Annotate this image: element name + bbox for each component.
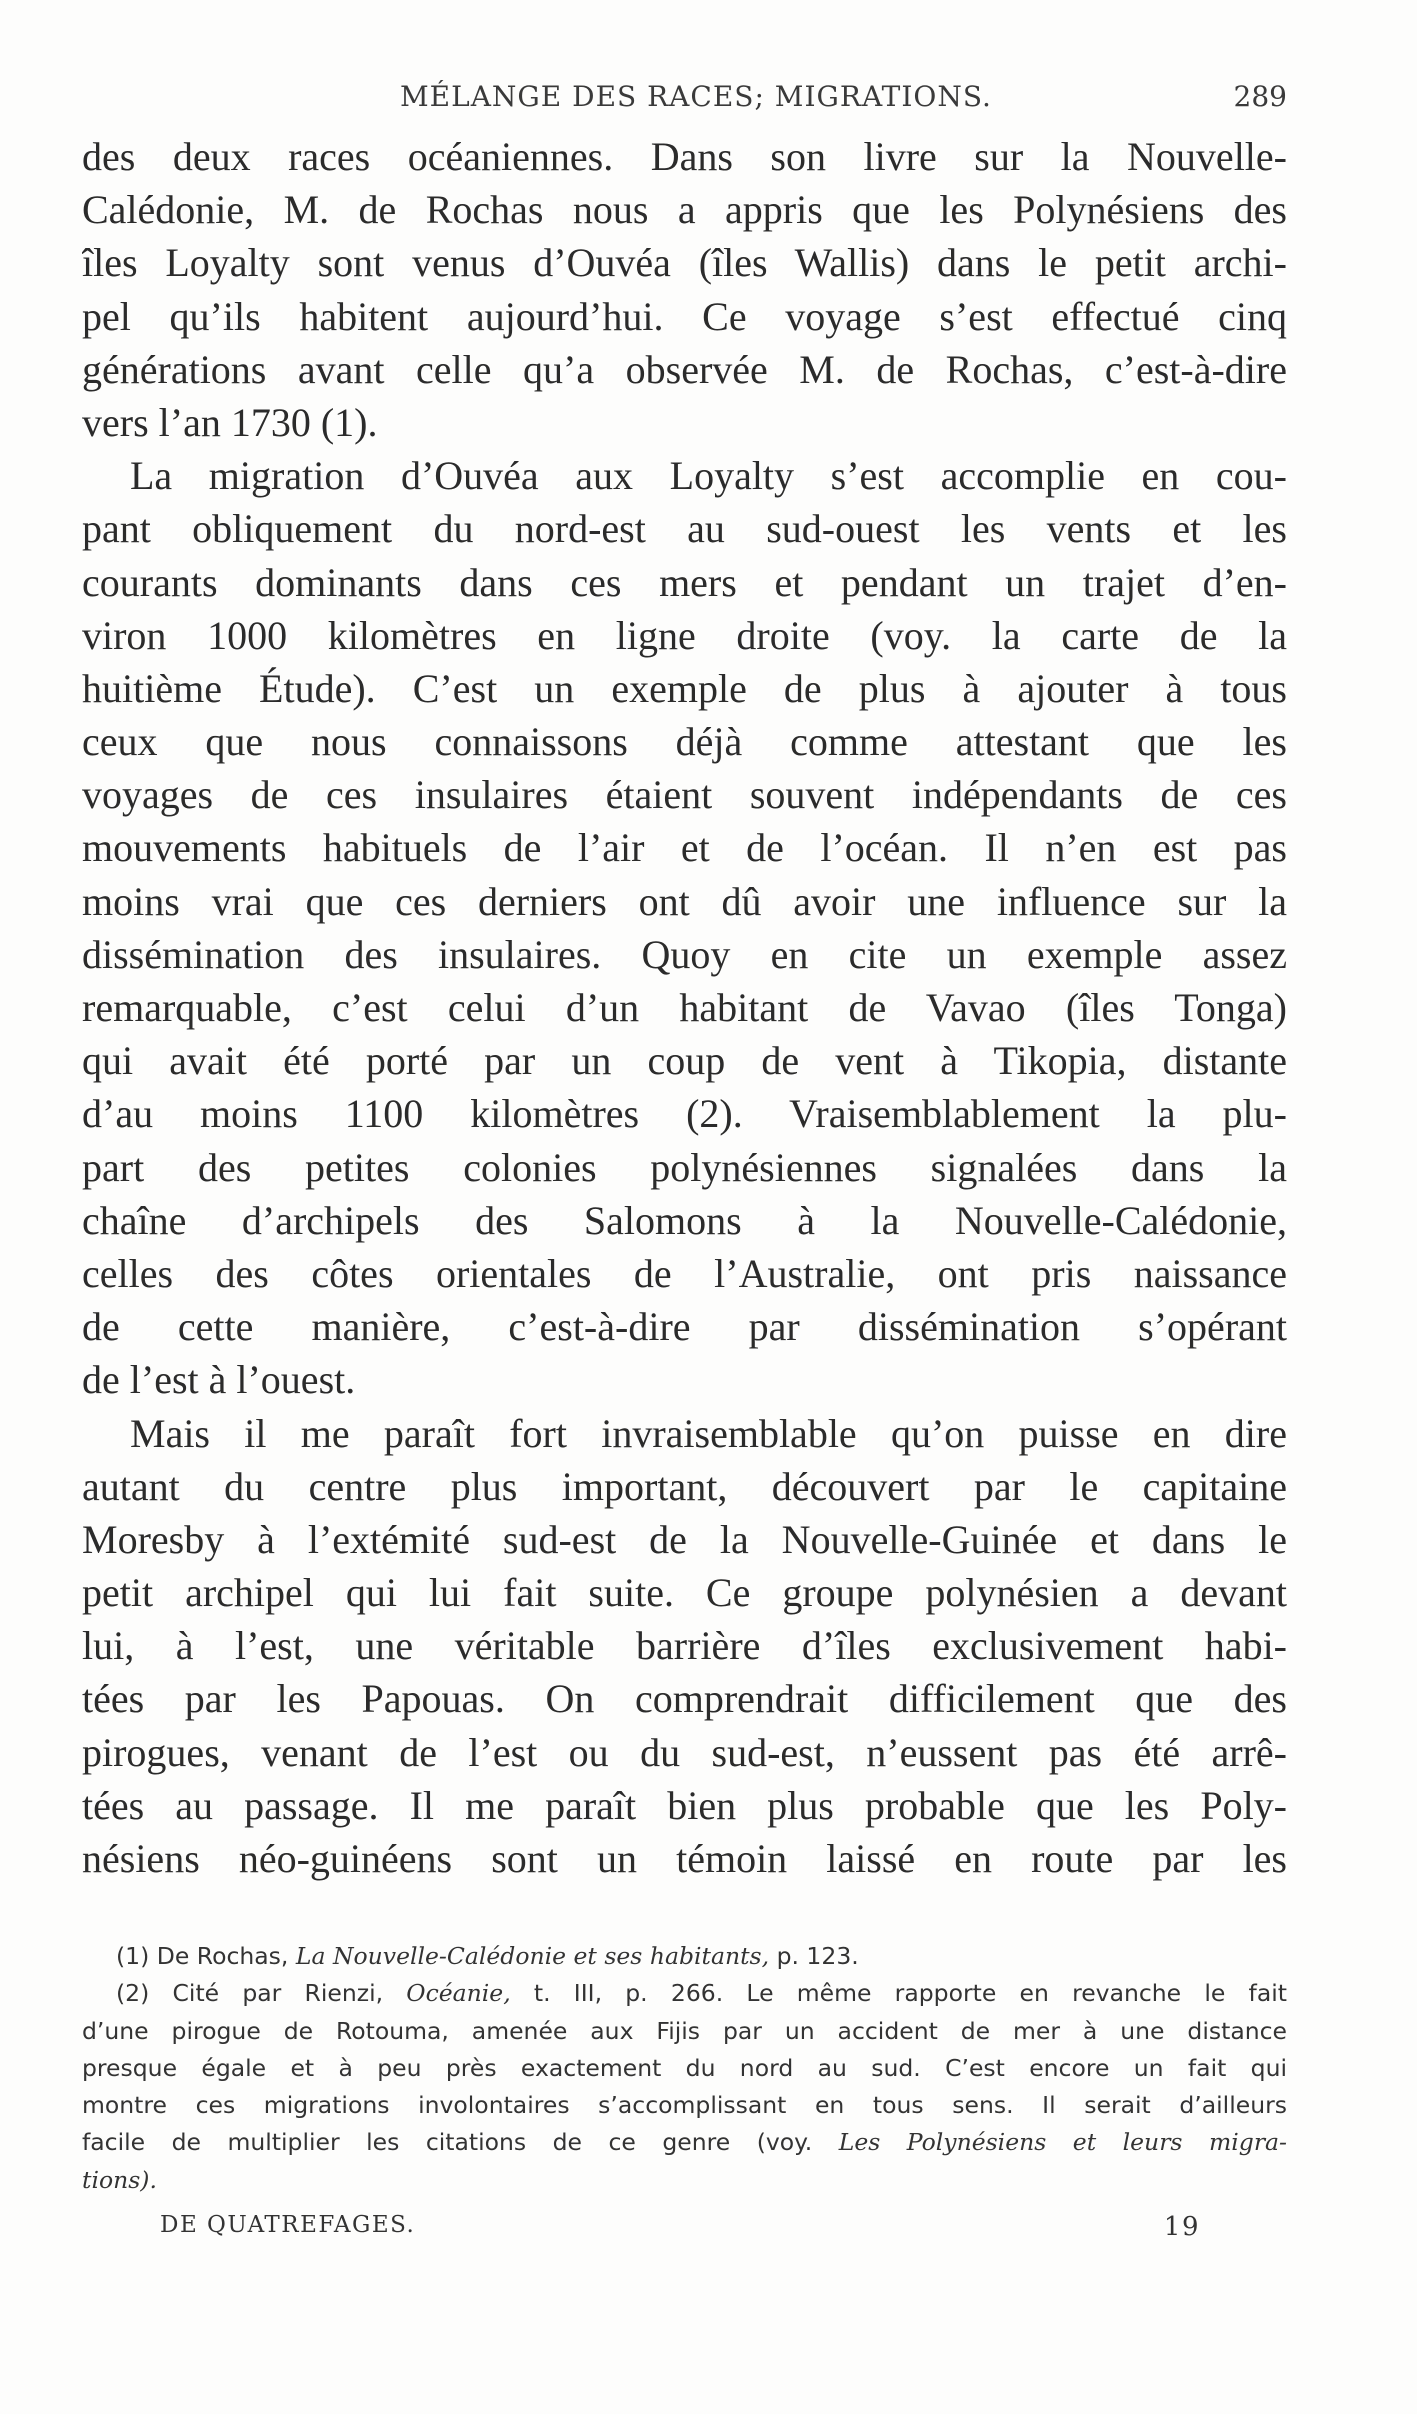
footnote-1: [82, 1938, 1287, 1975]
body-text: [82, 130, 1287, 1885]
text-line: remarquable, c’est celui d’un habitant de Vavao (îles Tonga): [82, 985, 1287, 1030]
text-line: îles Loyalty sont venus d’Ouvéa (îles Wallis) dans le petit archi-: [82, 240, 1287, 286]
text-line: mouvements habituels de l’air et de l’océan. Il n’en est pas: [82, 825, 1287, 871]
text-line: autant du centre plus important, découvert par le capitaine: [82, 1463, 1287, 1509]
text-line: Mais il me paraît fort invraisemblable qu’on puisse en dire: [130, 1410, 1287, 1456]
text-line: viron 1000 kilomètres en ligne droite (voy. la carte de la: [82, 612, 1287, 658]
text-line: vers l’an 1730 (1).: [82, 399, 378, 445]
text-line: d’au moins 1100 kilomètres (2). Vraisemblablement la plu-: [82, 1091, 1287, 1137]
text-line: des deux races océaniennes. Dans son livre sur la Nouvelle-: [82, 134, 1287, 179]
page-number: 289: [1233, 80, 1287, 113]
running-title: MÉLANGE DES RACES; MIGRATIONS.: [400, 80, 992, 113]
footnotes: [82, 1938, 1287, 2199]
footnote-text: t. III, p. 266. Le même rapporte en revanche le fait: [533, 1979, 1287, 2008]
text-line: nésiens néo-guinéens sont un témoin laissé en route par les: [82, 1836, 1287, 1881]
footnote-title: tions).: [82, 2165, 157, 2194]
footnote-title: Les Polynésiens et leurs migra-: [838, 2128, 1287, 2157]
text-line: ceux que nous connaissons déjà comme attestant que les: [82, 719, 1287, 765]
text-line: de cette manière, c’est-à-dire par dissémination s’opérant: [82, 1304, 1287, 1350]
footnote-title: La Nouvelle-Calédonie et ses habitants,: [295, 1942, 770, 1970]
footnote-2-line: [82, 2162, 1287, 2199]
text-line: pel qu’ils habitent aujourd’hui. Ce voyage s’est effectué cinq: [82, 293, 1287, 339]
text-line: moins vrai que ces derniers ont dû avoir une influence sur la: [82, 878, 1287, 924]
signature-number: 19: [1163, 2212, 1200, 2242]
text-line: lui, à l’est, une véritable barrière d’îles exclusivement habi-: [82, 1623, 1287, 1669]
text-line: huitième Étude). C’est un exemple de plus à ajouter à tous: [82, 665, 1287, 711]
text-line: pant obliquement du nord-est au sud-ouest les vents et les: [82, 506, 1287, 552]
text-line: générations avant celle qu’a observée M. de Rochas, c’est-à-dire: [82, 346, 1287, 392]
text-line: part des petites colonies polynésiennes signalées dans la: [82, 1144, 1287, 1190]
text-line: tées par les Papouas. On comprendrait difficilement que des: [82, 1676, 1287, 1722]
printer-signature: [160, 2212, 1200, 2248]
footnote-page: p. 123.: [776, 1942, 859, 1970]
footnote-2-line: [82, 1975, 1287, 2012]
text-line: Moresby à l’extémité sud-est de la Nouvelle-Guinée et dans le: [82, 1516, 1287, 1562]
text-line: qui avait été porté par un coup de vent à Tikopia, distante: [82, 1038, 1287, 1084]
page-header: [82, 80, 1287, 120]
signature-author: DE QUATREFAGES.: [160, 2212, 416, 2238]
text-line: courants dominants dans ces mers et pendant un trajet d’en-: [82, 559, 1287, 605]
text-line: Calédonie, M. de Rochas nous a appris que les Polynésiens des: [82, 187, 1287, 233]
footnote-text: (2) Cité par Rienzi,: [116, 1979, 384, 2008]
text-line: tées au passage. Il me paraît bien plus probable que les Poly-: [82, 1782, 1287, 1828]
footnote-text: facile de multiplier les citations de ce genre (voy.: [82, 2128, 813, 2157]
footnote-2-line: montre ces migrations involontaires s’accomplissant en tous sens. Il serait d’ailleurs: [82, 2091, 1287, 2120]
footnote-2-line: [82, 2124, 1287, 2161]
footnote-title: Océanie,: [406, 1979, 511, 2008]
text-line: voyages de ces insulaires étaient souvent indépendants de ces: [82, 772, 1287, 818]
footnote-2-line: d’une pirogue de Rotouma, amenée aux Fijis par un accident de mer à une distance: [82, 2016, 1287, 2045]
text-line: celles des côtes orientales de l’Australie, ont pris naissance: [82, 1250, 1287, 1296]
text-line: chaîne d’archipels des Salomons à la Nouvelle-Calédonie,: [82, 1197, 1287, 1243]
text-line: La migration d’Ouvéa aux Loyalty s’est accomplie en cou-: [130, 453, 1287, 499]
footnote-marker: (1): [116, 1942, 150, 1970]
footnote-2-line: presque égale et à peu près exactement du nord au sud. C’est encore un fait qui: [82, 2053, 1287, 2082]
text-line: petit archipel qui lui fait suite. Ce groupe polynésien a devant: [82, 1570, 1287, 1616]
text-line: de l’est à l’ouest.: [82, 1357, 356, 1403]
text-line: pirogues, venant de l’est ou du sud-est, n’eussent pas été arrê-: [82, 1729, 1287, 1775]
footnote-author: De Rochas,: [156, 1942, 289, 1970]
text-line: dissémination des insulaires. Quoy en cite un exemple assez: [82, 931, 1287, 977]
